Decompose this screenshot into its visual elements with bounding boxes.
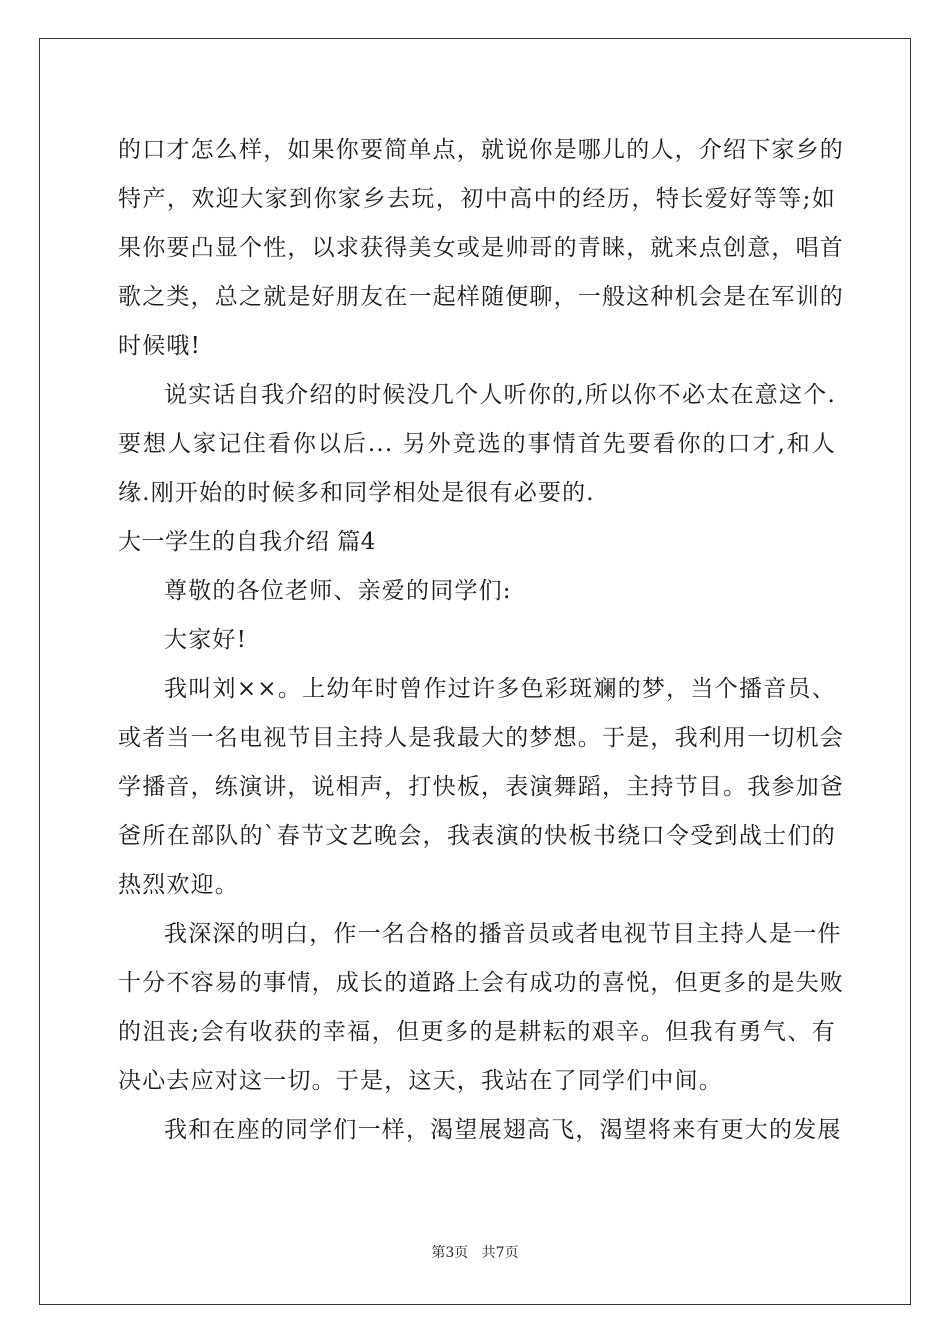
text-line: 学播音，练演讲，说相声，打快板，表演舞蹈，主持节目。我参加爸: [118, 774, 844, 800]
greeting-line: 大家好!: [164, 627, 248, 653]
text-line: 歌之类，总之就是好朋友在一起样随便聊，一般这种机会是在军训的: [118, 284, 844, 310]
salutation-line: 尊敬的各位老师、亲爱的同学们:: [164, 578, 512, 604]
page-total: 共7页: [481, 1245, 519, 1261]
text-line: 爸所在部队的`春节文艺晚会，我表演的快板书绕口令受到战士们的: [118, 823, 836, 849]
paragraph-start-line: 我深深的明白，作一名合格的播音员或者电视节目主持人是一件: [164, 921, 842, 947]
text-line: 决心去应对这一切。于是，这天，我站在了同学们中间。: [118, 1068, 723, 1094]
document-body: [118, 126, 844, 1155]
text-line: 特产，欢迎大家到你家乡去玩，初中高中的经历，特长爱好等等;如: [118, 186, 836, 212]
text-line: 时候哦!: [118, 333, 202, 359]
paragraph-start-line: 我和在座的同学们一样，渴望展翅高飞，渴望将来有更大的发展: [164, 1117, 842, 1143]
section-heading: 大一学生的自我介绍 篇4: [118, 529, 376, 555]
page-footer: [0, 1242, 950, 1262]
text-line: 热烈欢迎。: [118, 872, 239, 898]
text-line: 要想人家记住看你以后... 另外竞选的事情首先要看你的口才,和人: [118, 431, 836, 457]
paragraph-start-line: 我叫刘××。上幼年时曾作过许多色彩斑斓的梦，当个播音员、: [164, 676, 836, 702]
text-line: 的口才怎么样，如果你要简单点，就说你是哪儿的人，介绍下家乡的: [118, 137, 844, 163]
text-line: 或者当一名电视节目主持人是我最大的梦想。于是，我利用一切机会: [118, 725, 844, 751]
text-line: 的沮丧;会有收获的幸福，但更多的是耕耘的艰辛。但我有勇气、有: [118, 1019, 836, 1045]
text-line: 缘.刚开始的时候多和同学相处是很有必要的.: [118, 480, 595, 506]
paragraph-start-line: 说实话自我介绍的时候没几个人听你的,所以你不必太在意这个.: [164, 382, 836, 408]
text-line: 果你要凸显个性，以求获得美女或是帅哥的青睐，就来点创意，唱首: [118, 235, 844, 261]
text-line: 十分不容易的事情，成长的道路上会有成功的喜悦，但更多的是失败: [118, 970, 844, 996]
page-number: 第3页: [431, 1245, 469, 1261]
